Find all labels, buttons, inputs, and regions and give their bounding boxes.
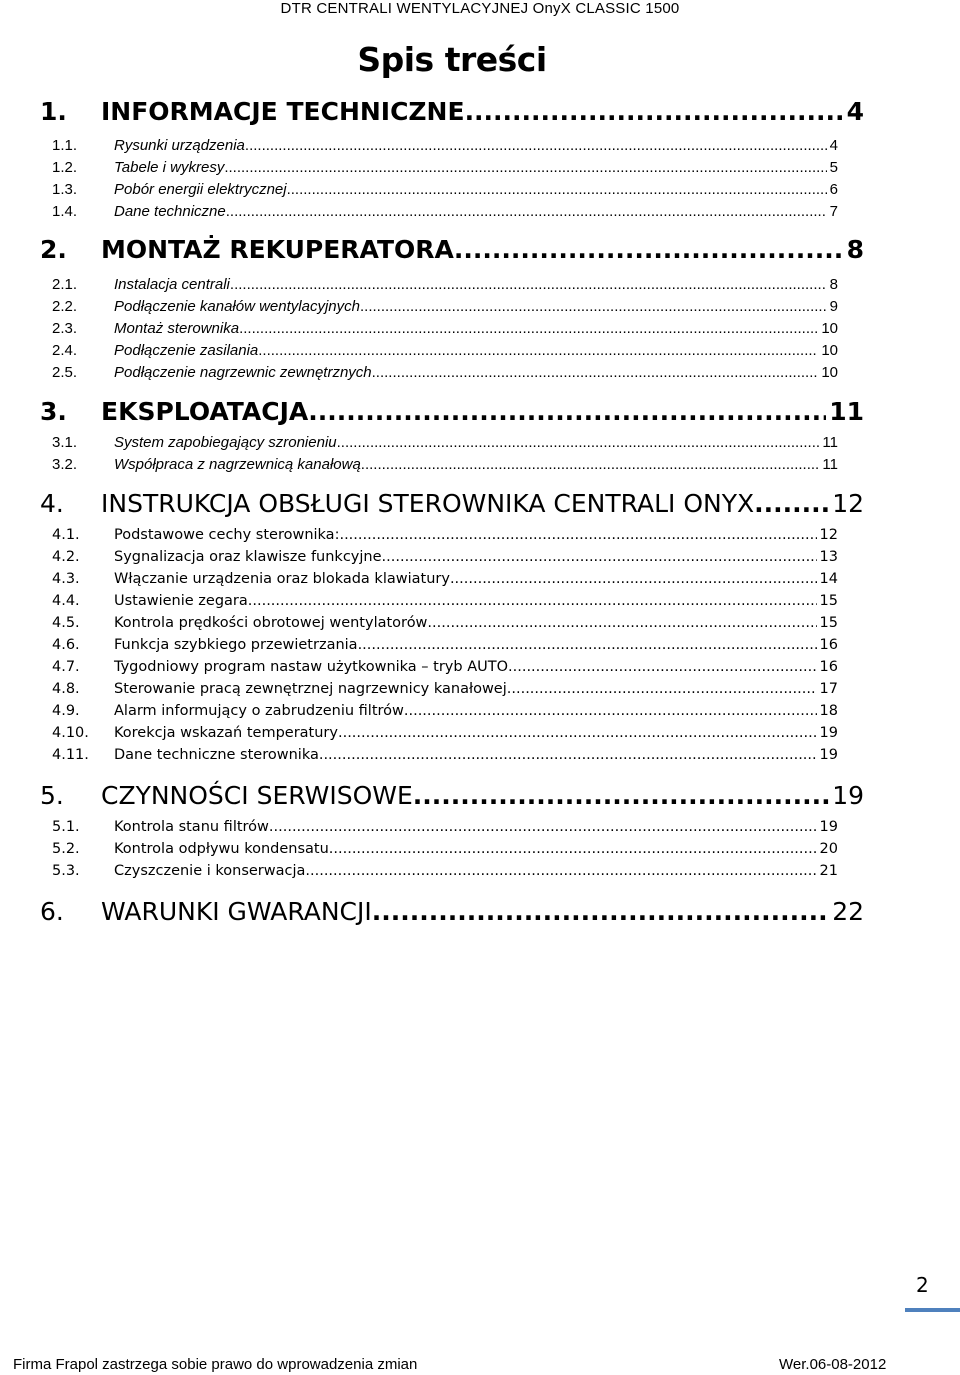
toc-entry-label: WARUNKI GWARANCJI [101,897,372,926]
toc-entry-page: 8 [846,235,864,264]
toc-dot-leader [361,456,820,473]
toc-entry-page: 11 [822,434,838,451]
toc-entry-number: 3.2. [52,456,78,473]
toc-entry-label: Pobór energii elektrycznej [114,181,287,198]
toc-entry-label: Instalacja centrali [114,276,230,293]
toc-chapter-entry[interactable] [40,897,864,926]
toc-entry-label: Podłączenie kanałów wentylacyjnych [114,298,360,315]
toc-entry-number: 2.4. [52,342,78,359]
toc-entry-label: Podłączenie nagrzewnic zewnętrznych [114,364,372,381]
toc-dot-leader [239,320,818,337]
toc-entry-label: Tabele i wykresy [114,159,225,176]
toc-entry-page: 13 [819,549,838,565]
toc-dot-leader [269,819,817,835]
toc-entry-number: 4.1. [52,527,80,543]
toc-entry-page: 7 [829,203,838,220]
toc-section-entry[interactable] [52,456,838,473]
toc-chapter-entry[interactable] [40,97,864,126]
toc-section-entry[interactable] [52,549,838,565]
toc-section-entry[interactable] [52,841,838,857]
toc-entry-label: INFORMACJE TECHNICZNE [101,97,465,126]
toc-entry-label: Włączanie urządzenia oraz blokada klawiatury [114,571,450,587]
toc-dot-leader [339,527,816,543]
toc-dot-leader [754,489,829,518]
toc-dot-leader [245,137,827,154]
toc-section-entry[interactable] [52,364,838,381]
footer-disclaimer: Firma Frapol zastrzega sobie prawo do wprowadzenia zmian [13,1356,418,1373]
toc-entry-label: Tygodniowy program nastaw użytkownika – tryb AUTO [114,659,509,675]
toc-entry-page: 12 [832,489,864,518]
toc-section-entry[interactable] [52,659,838,675]
toc-dot-leader [372,897,829,926]
toc-section-entry[interactable] [52,681,838,697]
toc-dot-leader [329,841,817,857]
page-title: Spis treści [357,40,547,79]
toc-entry-page: 16 [819,659,838,675]
toc-dot-leader [319,747,817,763]
toc-entry-number: 3. [40,397,67,426]
toc-dot-leader [224,159,826,176]
toc-entry-number: 4.2. [52,549,80,565]
toc-entry-label: Sterowanie pracą zewnętrznej nagrzewnicy kanałowej [114,681,507,697]
toc-chapter-entry[interactable] [40,397,864,426]
toc-section-entry[interactable] [52,725,838,741]
toc-dot-leader [226,203,827,220]
toc-entry-number: 2.3. [52,320,78,337]
toc-section-entry[interactable] [52,181,838,198]
toc-dot-leader [287,181,827,198]
toc-entry-number: 4.11. [52,747,89,763]
toc-entry-label: Czyszczenie i konserwacja [114,863,306,879]
toc-entry-label: Kontrola prędkości obrotowej wentylatorów [114,615,428,631]
toc-entry-page: 8 [829,276,838,293]
toc-section-entry[interactable] [52,203,838,220]
toc-section-entry[interactable] [52,320,838,337]
toc-dot-leader [454,235,844,264]
toc-dot-leader [508,659,817,675]
toc-section-entry[interactable] [52,342,838,359]
running-header: DTR CENTRALI WENTYLACYJNEJ OnyX CLASSIC 1500 [280,0,680,17]
toc-entry-page: 22 [832,897,864,926]
toc-entry-page: 10 [821,320,838,337]
toc-section-entry[interactable] [52,527,838,543]
toc-entry-number: 4.3. [52,571,80,587]
toc-entry-label: Podstawowe cechy sterownika: [114,527,340,543]
toc-entry-page: 15 [819,615,838,631]
toc-entry-number: 2.1. [52,276,78,293]
toc-entry-label: Kontrola stanu filtrów [114,819,269,835]
page-number: 2 [916,1273,929,1297]
toc-entry-label: Alarm informujący o zabrudzeniu filtrów [114,703,404,719]
toc-section-entry[interactable] [52,593,838,609]
toc-section-entry[interactable] [52,137,838,154]
toc-section-entry[interactable] [52,637,838,653]
toc-entry-label: Kontrola odpływu kondensatu [114,841,329,857]
toc-section-entry[interactable] [52,863,838,879]
toc-entry-page: 9 [829,298,838,315]
toc-dot-leader [248,593,817,609]
toc-entry-page: 21 [819,863,838,879]
toc-entry-number: 1.3. [52,181,78,198]
toc-dot-leader [382,549,817,565]
toc-entry-number: 2. [40,235,67,264]
toc-entry-page: 19 [819,819,838,835]
toc-entry-page: 11 [822,456,838,473]
toc-dot-leader [358,637,817,653]
toc-entry-label: Podłączenie zasilania [114,342,259,359]
toc-entry-number: 2.2. [52,298,78,315]
toc-entry-label: Korekcja wskazań temperatury [114,725,338,741]
toc-entry-number: 1. [40,97,67,126]
toc-section-entry[interactable] [52,747,838,763]
toc-entry-page: 4 [829,137,838,154]
toc-entry-number: 5.2. [52,841,80,857]
toc-entry-label: Funkcja szybkiego przewietrzania [114,637,358,653]
toc-entry-page: 14 [819,571,838,587]
toc-entry-number: 4. [40,489,64,518]
toc-entry-label: INSTRUKCJA OBSŁUGI STEROWNIKA CENTRALI ONYX [101,489,755,518]
toc-entry-label: Montaż sterownika [114,320,240,337]
toc-entry-page: 11 [829,397,864,426]
toc-entry-label: Dane techniczne [114,203,226,220]
toc-chapter-entry[interactable] [40,235,864,264]
toc-entry-number: 4.5. [52,615,80,631]
toc-entry-label: Rysunki urządzenia [114,137,245,154]
toc-entry-number: 2.5. [52,364,78,381]
toc-entry-page: 20 [819,841,838,857]
toc-entry-page: 4 [846,97,864,126]
toc-entry-number: 5.1. [52,819,80,835]
toc-dot-leader [372,364,819,381]
toc-entry-label: MONTAŻ REKUPERATORA [101,235,454,264]
toc-entry-label: CZYNNOŚCI SERWISOWE [101,781,413,810]
toc-entry-page: 19 [819,747,838,763]
toc-entry-page: 10 [821,364,838,381]
toc-entry-number: 4.6. [52,637,80,653]
toc-section-entry[interactable] [52,298,838,315]
toc-entry-number: 3.1. [52,434,78,451]
toc-dot-leader [450,571,817,587]
toc-entry-page: 19 [819,725,838,741]
toc-dot-leader [338,725,817,741]
toc-entry-number: 1.2. [52,159,78,176]
toc-dot-leader [308,397,826,426]
toc-dot-leader [507,681,817,697]
toc-entry-label: Sygnalizacja oraz klawisze funkcyjne [114,549,382,565]
toc-entry-number: 6. [40,897,64,926]
toc-entry-label: Współpraca z nagrzewnicą kanałową [114,456,361,473]
toc-entry-label: Ustawienie zegara [114,593,248,609]
toc-entry-number: 1.4. [52,203,78,220]
toc-chapter-entry[interactable] [40,781,864,810]
toc-dot-leader [360,298,827,315]
toc-entry-page: 16 [819,637,838,653]
toc-dot-leader [413,781,829,810]
toc-entry-number: 4.8. [52,681,80,697]
toc-entry-page: 5 [829,159,838,176]
toc-dot-leader [230,276,827,293]
footer-version: Wer.06-08-2012 [779,1356,887,1373]
toc-dot-leader [337,434,820,451]
toc-entry-number: 4.7. [52,659,80,675]
toc-entry-number: 5. [40,781,64,810]
toc-dot-leader [427,615,816,631]
toc-section-entry[interactable] [52,434,838,451]
toc-entry-page: 18 [819,703,838,719]
toc-section-entry[interactable] [52,703,838,719]
toc-dot-leader [465,97,844,126]
toc-section-entry[interactable] [52,615,838,631]
toc-entry-page: 19 [832,781,864,810]
toc-dot-leader [258,342,818,359]
toc-entry-page: 12 [819,527,838,543]
toc-dot-leader [404,703,817,719]
toc-entry-number: 4.9. [52,703,80,719]
page-number-rule [905,1308,960,1312]
toc-entry-number: 1.1. [52,137,78,154]
toc-entry-label: System zapobiegający szronieniu [114,434,337,451]
toc-section-entry[interactable] [52,159,838,176]
toc-chapter-entry[interactable] [40,489,864,518]
toc-section-entry[interactable] [52,819,838,835]
toc-section-entry[interactable] [52,276,838,293]
toc-entry-number: 4.4. [52,593,80,609]
toc-entry-number: 5.3. [52,863,80,879]
toc-entry-page: 15 [819,593,838,609]
toc-dot-leader [305,863,816,879]
toc-entry-page: 10 [821,342,838,359]
toc-entry-page: 17 [819,681,838,697]
toc-entry-page: 6 [829,181,838,198]
toc-entry-label: Dane techniczne sterownika [114,747,319,763]
toc-entry-number: 4.10. [52,725,89,741]
toc-section-entry[interactable] [52,571,838,587]
toc-entry-label: EKSPLOATACJA [101,397,309,426]
